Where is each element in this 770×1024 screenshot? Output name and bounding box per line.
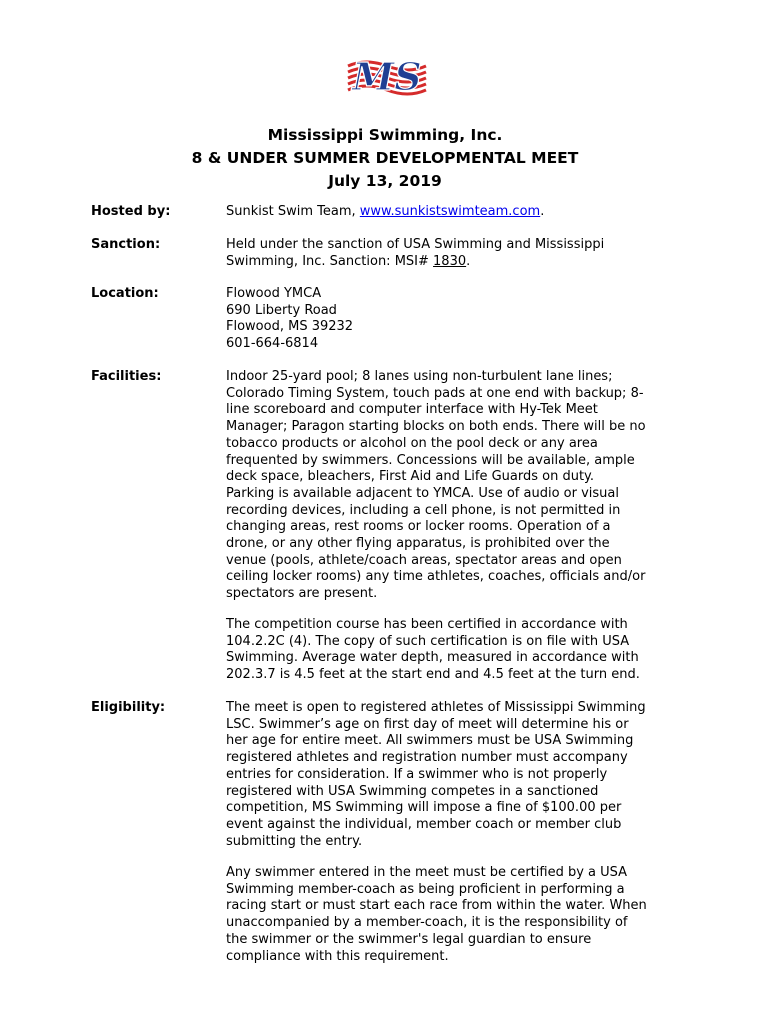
- facilities-line: recording devices, including a cell phone, is not permitted in: [226, 502, 621, 518]
- location-line: 690 Liberty Road: [226, 302, 337, 318]
- facilities-line: spectators are present.: [226, 586, 378, 602]
- facilities-line: drone, or any other flying apparatus, is prohibited over the: [226, 536, 610, 552]
- meet-date: July 13, 2019: [328, 172, 442, 190]
- facilities-line: 104.2.2C (4). The copy of such certification is on file with USA: [226, 633, 630, 649]
- facilities-paragraph-1: [226, 369, 686, 603]
- location-line: Flowood, MS 39232: [226, 319, 354, 335]
- sanction-line-2: Swimming, Inc. Sanction: MSI#: [226, 253, 434, 269]
- location-label: Location:: [91, 286, 159, 301]
- eligibility-line: entries for consideration. If a swimmer who is not properly: [226, 766, 608, 782]
- eligibility-line: compliance with this requirement.: [226, 948, 449, 964]
- sanction-label: Sanction:: [91, 237, 161, 252]
- hosted-by-text: Sunkist Swim Team,: [226, 204, 360, 219]
- facilities-line: frequented by swimmers. Concessions will be available, ample: [226, 452, 635, 468]
- document-header: [0, 124, 770, 193]
- eligibility-line: her age for entire meet. All swimmers must be USA Swimming: [226, 733, 634, 749]
- team-website-link[interactable]: www.sunkistswimteam.com: [359, 204, 541, 219]
- facilities-line: deck space, bleachers, First Aid and Life Guards on duty.: [226, 469, 595, 485]
- facilities-paragraph-2: [226, 617, 686, 684]
- facilities-line: The competition course has been certified in accordance with: [226, 617, 628, 632]
- eligibility-line: Any swimmer entered in the meet must be certified by a USA: [226, 865, 628, 880]
- facilities-line: Colorado Timing System, touch pads at one end with backup; 8-: [226, 385, 644, 401]
- facilities-line: tobacco products or alcohol on the pool deck or any area: [226, 435, 598, 451]
- hosted-by-label: Hosted by:: [91, 204, 171, 219]
- eligibility-line: Swimming member-coach as being proficient in performing a: [226, 881, 625, 897]
- facilities-line: 202.3.7 is 4.5 feet at the start end and 4.5 feet at the turn end.: [226, 667, 640, 683]
- org-title: Mississippi Swimming, Inc.: [267, 126, 503, 144]
- facilities-line: ceiling locker rooms) any time athletes, coaches, officials and/or: [226, 569, 646, 585]
- eligibility-line: submitting the entry.: [226, 833, 363, 849]
- facilities-line: line scoreboard and computer interface with Hy-Tek Meet: [226, 402, 598, 418]
- eligibility-paragraph-1: [226, 700, 686, 850]
- facilities-line: Indoor 25-yard pool; 8 lanes using non-turbulent lane lines;: [226, 369, 613, 384]
- eligibility-line: unaccompanied by a member-coach, it is the responsibility of: [226, 915, 628, 931]
- facilities-label: Facilities:: [91, 369, 162, 384]
- eligibility-label: Eligibility:: [91, 700, 166, 715]
- eligibility-line: racing start or must start each race from within the water. When: [226, 898, 647, 914]
- location-line: 601-664-6814: [226, 336, 319, 352]
- location-value: [226, 286, 686, 353]
- sanction-period: .: [466, 253, 471, 269]
- eligibility-line: registered with USA Swimming competes in a sanctioned: [226, 783, 599, 799]
- facilities-line: Swimming. Average water depth, measured in accordance with: [226, 650, 639, 666]
- facilities-line: venue (pools, athlete/coach areas, spectator areas and open: [226, 552, 622, 568]
- eligibility-line: registered athletes and registration number must accompany: [226, 750, 628, 766]
- location-line: Flowood YMCA: [226, 286, 322, 301]
- eligibility-line: competition, MS Swimming will impose a fine of $100.00 per: [226, 800, 622, 816]
- eligibility-line: the swimmer or the swimmer's legal guardian to ensure: [226, 931, 592, 947]
- hosted-by-period: .: [540, 204, 545, 219]
- sanction-line-1: Held under the sanction of USA Swimming and Mississippi: [226, 237, 605, 252]
- eligibility-paragraph-2: [226, 865, 686, 965]
- sanction-value: [226, 237, 686, 270]
- hosted-by-value: [226, 204, 686, 221]
- ms-logo-graphic: [344, 50, 430, 102]
- facilities-line: Manager; Paragon starting blocks on both ends. There will be no: [226, 419, 646, 435]
- facilities-line: changing areas, rest rooms or locker rooms. Operation of a: [226, 519, 611, 535]
- eligibility-line: event against the individual, member coach or member club: [226, 816, 622, 832]
- facilities-line: Parking is available adjacent to YMCA. Use of audio or visual: [226, 485, 619, 501]
- ms-logo: [344, 50, 430, 102]
- sanction-number: 1830: [433, 253, 467, 269]
- meet-title: 8 & UNDER SUMMER DEVELOPMENTAL MEET: [191, 149, 579, 167]
- eligibility-line: LSC. Swimmer’s age on first day of meet will determine his or: [226, 716, 629, 732]
- logo-text: MS: [352, 54, 422, 99]
- eligibility-line: The meet is open to registered athletes of Mississippi Swimming: [226, 700, 646, 715]
